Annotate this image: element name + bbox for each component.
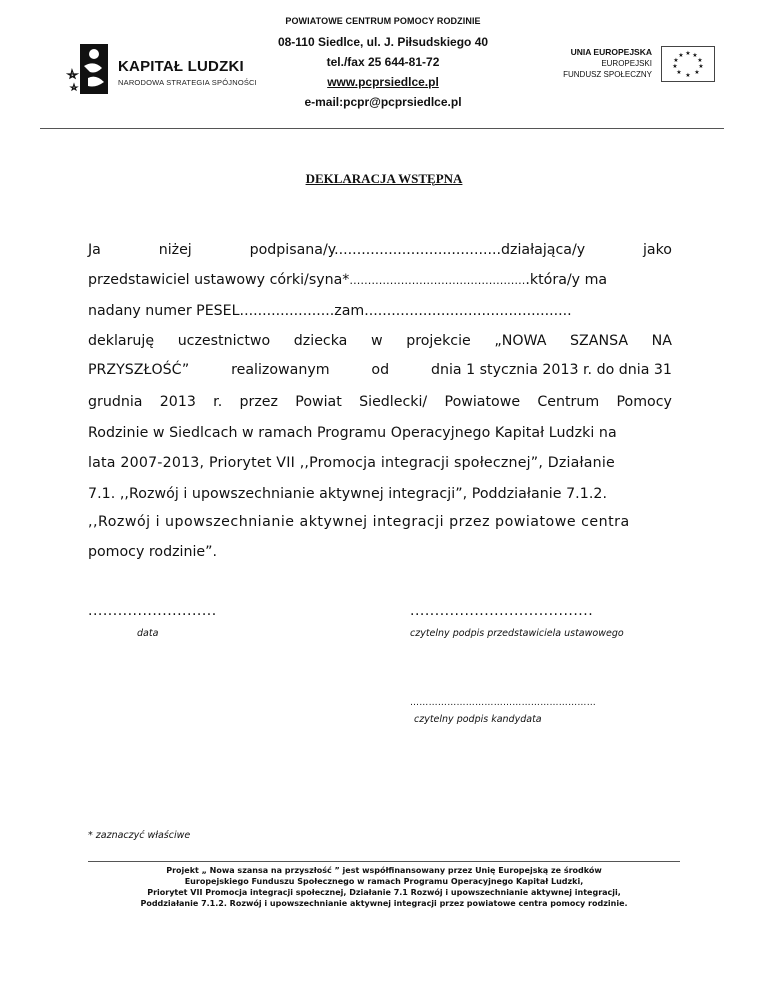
word: Siedlecki/ <box>359 394 428 410</box>
date-signature-line: .......................... <box>88 603 217 619</box>
text-segment: .która/y ma <box>525 272 608 288</box>
word: realizowanym <box>231 362 330 378</box>
kapital-ludzki-emblem-icon <box>66 40 110 98</box>
text-segment: przedstawiciel ustawowy córki/syna* <box>88 272 350 288</box>
word: niżej <box>158 242 192 258</box>
word: w <box>370 333 383 349</box>
svg-text:★: ★ <box>694 69 700 76</box>
word: Centrum <box>537 394 600 410</box>
word: Powiatowe <box>444 394 521 410</box>
representative-signature-label: czytelny podpis przedstawiciela ustawowego <box>410 628 624 639</box>
logo-title: KAPITAŁ LUDZKI <box>118 58 244 75</box>
word: SZANSA <box>570 333 629 349</box>
footer-line-3: Priorytet VII Promocja integracji społecznej, Działanie 7.1 Rozwój i upowszechnianie aktywnej integracji, <box>147 888 621 897</box>
footer-line-1: Projekt „ Nowa szansa na przyszłość ” jest współfinansowany przez Unię Europejską ze środków <box>166 866 602 875</box>
date-label: data <box>137 628 159 639</box>
body-line-4 <box>88 333 672 349</box>
svg-text:★: ★ <box>676 69 682 76</box>
document-title-text: DEKLARACJA WSTĘPNA <box>305 171 463 186</box>
svg-text:★: ★ <box>685 50 691 57</box>
word: dziecka <box>293 333 348 349</box>
project-footer <box>60 865 708 909</box>
eu-flag-icon <box>661 46 715 82</box>
word: jako <box>642 242 672 258</box>
eu-line-2: EUROPEJSKI <box>601 59 652 68</box>
word: grudnia <box>88 394 143 410</box>
eu-line-3: FUNDUSZ SPOŁECZNY <box>563 70 652 79</box>
word: od <box>371 362 390 378</box>
fill-in-dots: ………………………………………… <box>349 274 526 287</box>
document-title <box>0 171 768 187</box>
word: deklaruję <box>88 333 155 349</box>
word: uczestnictwo <box>177 333 271 349</box>
representative-signature-line: ..................................... <box>410 603 594 619</box>
candidate-signature-label: czytelny podpis kandydata <box>414 714 542 725</box>
organization-phone: tel./fax 25 644-81-72 <box>326 55 440 69</box>
body-line-9: 7.1. ,,Rozwój i upowszechnianie aktywnej integracji”, Poddziałanie 7.1.2. <box>88 486 608 502</box>
body-line-6 <box>88 394 672 410</box>
body-line-10: ,,Rozwój i upowszechnianie aktywnej integracji przez powiatowe centra <box>88 514 630 530</box>
svg-text:★: ★ <box>698 63 704 70</box>
body-line-2 <box>88 272 672 288</box>
body-line-3: nadany numer PESEL.....................zam.............................................. <box>88 303 572 319</box>
word: Ja <box>88 242 101 258</box>
logo-subtitle: NARODOWA STRATEGIA SPÓJNOŚCI <box>118 78 257 87</box>
word: 2013 <box>159 394 196 410</box>
body-line-5 <box>88 362 672 378</box>
organization-email[interactable]: e-mail:pcpr@pcprsiedlce.pl <box>304 95 462 109</box>
word: dnia 1 stycznia 2013 r. do dnia 31 <box>430 362 672 378</box>
svg-text:★: ★ <box>673 57 679 64</box>
word: Powiat <box>295 394 342 410</box>
eu-logo-text <box>540 47 652 80</box>
body-line-1 <box>88 242 672 258</box>
body-line-7: Rodzinie w Siedlcach w ramach Programu Operacyjnego Kapitał Ludzki na <box>88 425 617 441</box>
word: przez <box>239 394 278 410</box>
word: NA <box>651 333 672 349</box>
word: „NOWA <box>494 333 547 349</box>
word: Pomocy <box>616 394 672 410</box>
word: podpisana/y.....................................działająca/y <box>249 242 586 258</box>
svg-text:★: ★ <box>685 72 691 79</box>
candidate-signature-line: …………………………………………………… <box>410 698 596 708</box>
word: PRZYSZŁOŚĆ” <box>88 362 190 378</box>
footnote: * zaznaczyć właściwe <box>88 830 191 841</box>
organization-name: POWIATOWE CENTRUM POMOCY RODZINIE <box>285 16 481 26</box>
word: r. <box>213 394 223 410</box>
svg-text:★: ★ <box>678 52 684 59</box>
header-divider <box>40 128 724 129</box>
footer-line-4: Poddziałanie 7.1.2. Rozwój i upowszechnianie aktywnej integracji przez powiatowe centra pomocy rodzinie. <box>140 899 628 908</box>
footer-divider <box>88 861 680 862</box>
svg-text:★: ★ <box>697 57 703 64</box>
eu-line-1: UNIA EUROPEJSKA <box>570 47 652 57</box>
website-link[interactable]: www.pcprsiedlce.pl <box>327 75 439 89</box>
footer-line-2: Europejskiego Funduszu Społecznego w ramach Programu Operacyjnego Kapitał Ludzki, <box>184 877 584 886</box>
svg-text:★: ★ <box>692 52 698 59</box>
body-line-8: lata 2007-2013, Priorytet VII ,,Promocja integracji społecznej”, Działanie <box>88 455 615 471</box>
svg-text:★: ★ <box>672 63 678 70</box>
kapital-ludzki-logo <box>66 40 266 100</box>
word: projekcie <box>406 333 471 349</box>
organization-address: 08-110 Siedlce, ul. J. Piłsudskiego 40 <box>277 35 489 49</box>
organization-header <box>250 16 516 112</box>
body-line-11: pomocy rodzinie”. <box>88 544 218 560</box>
